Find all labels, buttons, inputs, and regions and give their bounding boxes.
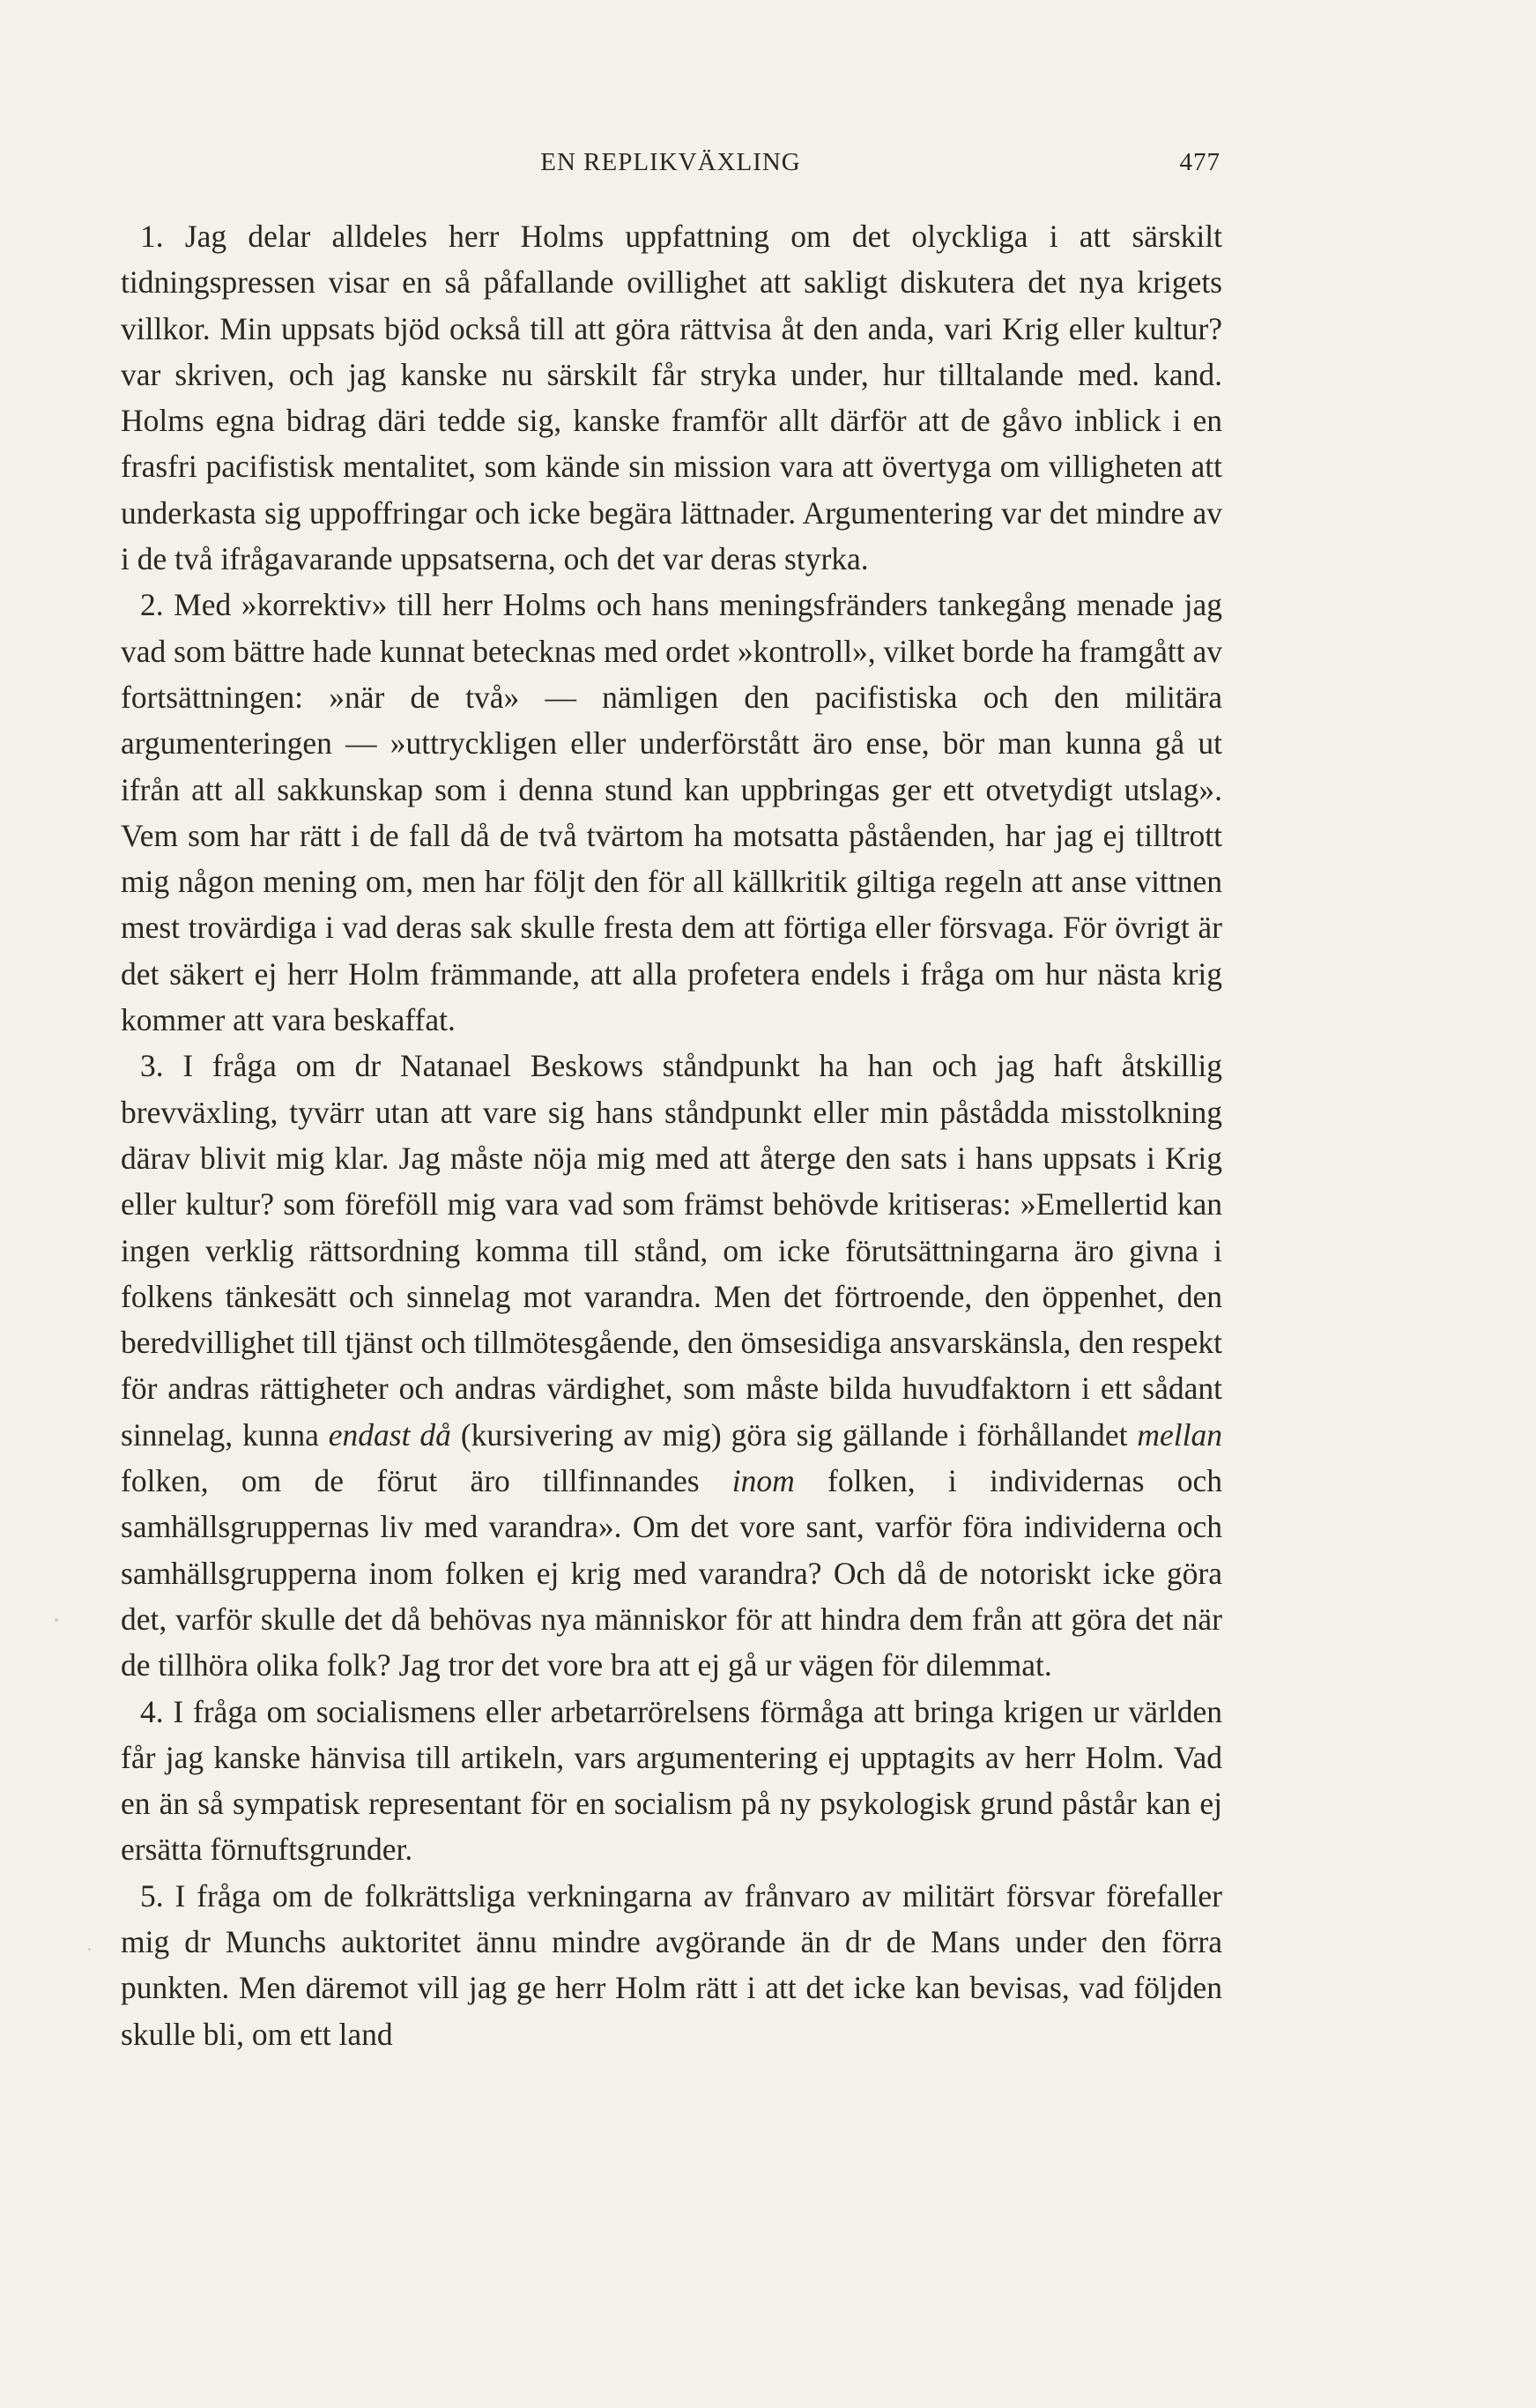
paper-speck (55, 1618, 58, 1622)
body-text (121, 213, 1222, 2057)
paragraph-text: 3. I fråga om dr Natanael Beskows ståndpunkt ha han och jag haft åtskillig brevväxling, tyvärr utan att vare sig hans ståndpunkt eller min påstådda misstolkning därav blivit mig klar. Jag måste nöja mig med att återge den sats i hans uppsats i Krig eller kultur? som föreföll mig vara vad som främst behövde kritiseras: »Emellertid kan ingen verklig rättsordning komma till stånd, om icke förutsättningarna äro givna i folkens tänkesätt och sinnelag mot varandra. Men det förtroende, den öppenhet, den beredvillighet till tjänst och tillmötesgående, den ömsesidiga ansvarskänsla, den respekt för andras rättigheter och andras värdighet, som måste bilda huvudfaktorn i ett sådant sinnelag, kunna (121, 1048, 1222, 1453)
italic-text: endast då (328, 1416, 451, 1453)
page-number: 477 (1179, 148, 1221, 176)
paragraph-text: 5. I fråga om de folkrättsliga verkningarna av frånvaro av militärt försvar förefaller mig dr Munchs auktoritet ännu mindre avgörande än dr de Mans under den förra punkten. Men däremot vill jag ge herr Holm rätt i att det icke kan bevisas, vad följden skulle bli, om ett land (121, 1877, 1222, 2052)
paragraph (121, 213, 1222, 582)
paragraph-text: 2. Med »korrektiv» till herr Holms och hans meningsfränders tankegång menade jag vad som bättre hade kunnat betecknas med ordet »kontroll», vilket borde ha framgått av fortsättningen: »när de två» — nämligen den pacifistiska och den militära argumenteringen — »uttryckligen eller underförstått äro ense, bör man kunna gå ut ifrån att all sakkunskap som i denna stund kan uppbringas ger ett otvetydigt utslag». Vem som har rätt i de fall då de två tvärtom ha motsatta påståenden, har jag ej tilltrott mig någon mening om, men har följt den för all källkritik giltiga regeln att anse vittnen mest trovärdiga i vad deras sak skulle fresta dem att förtiga eller försvaga. För övrigt är det säkert ej herr Holm främmande, att alla profetera endels i fråga om hur nästa krig kommer att vara beskaffat. (121, 587, 1222, 1038)
paragraph (121, 1689, 1222, 1873)
paragraph (121, 1043, 1222, 1688)
running-title: EN REPLIKVÄXLING (540, 148, 801, 176)
italic-text: mellan (1137, 1416, 1222, 1453)
paragraph-text: 4. I fråga om socialismens eller arbetarrörelsens förmåga att bringa krigen ur världen får jag kanske hänvisa till artikeln, vars argumentering ej upptagits av herr Holm. Vad en än så sympatisk representant för en socialism på ny psykologisk grund påstår kan ej ersätta förnuftsgrunder. (121, 1693, 1222, 1868)
paragraph-text: folken, om de förut äro tillfinnandes (121, 1463, 732, 1499)
paragraph-text: (kursivering av mig) göra sig gällande i förhållandet (450, 1416, 1138, 1453)
paragraph-text: folken, i individernas och samhällsgruppernas liv med varandra». Om det vore sant, varför föra individerna och samhällsgrupperna inom folken ej krig med varandra? Och då de notoriskt icke göra det, varför skulle det då behövas nya människor för att hindra dem från att göra det när de tillhöra olika folk? Jag tror det vore bra att ej gå ur vägen för dilemmat. (121, 1463, 1222, 1683)
running-header (121, 148, 1221, 187)
italic-text: inom (731, 1463, 795, 1499)
paragraph (121, 1873, 1222, 2057)
paragraph-text: 1. Jag delar alldeles herr Holms uppfattning om det olyckliga i att särskilt tidningspressen visar en så påfallande ovillighet att sakligt diskutera det nya krigets villkor. Min uppsats bjöd också till att göra rättvisa åt den anda, vari Krig eller kultur? var skriven, och jag kanske nu särskilt får stryka under, hur tilltalande med. kand. Holms egna bidrag däri tedde sig, kanske framför allt därför att de gåvo inblick i en frasfri pacifistisk mentalitet, som kände sin mission vara att övertyga om villigheten att underkasta sig uppoffringar och icke begära lättnader. Argumentering var det mindre av i de två ifrågavarande uppsatserna, och det var deras styrka. (121, 219, 1222, 577)
paper-speck (88, 1948, 91, 1951)
paragraph (121, 582, 1222, 1043)
